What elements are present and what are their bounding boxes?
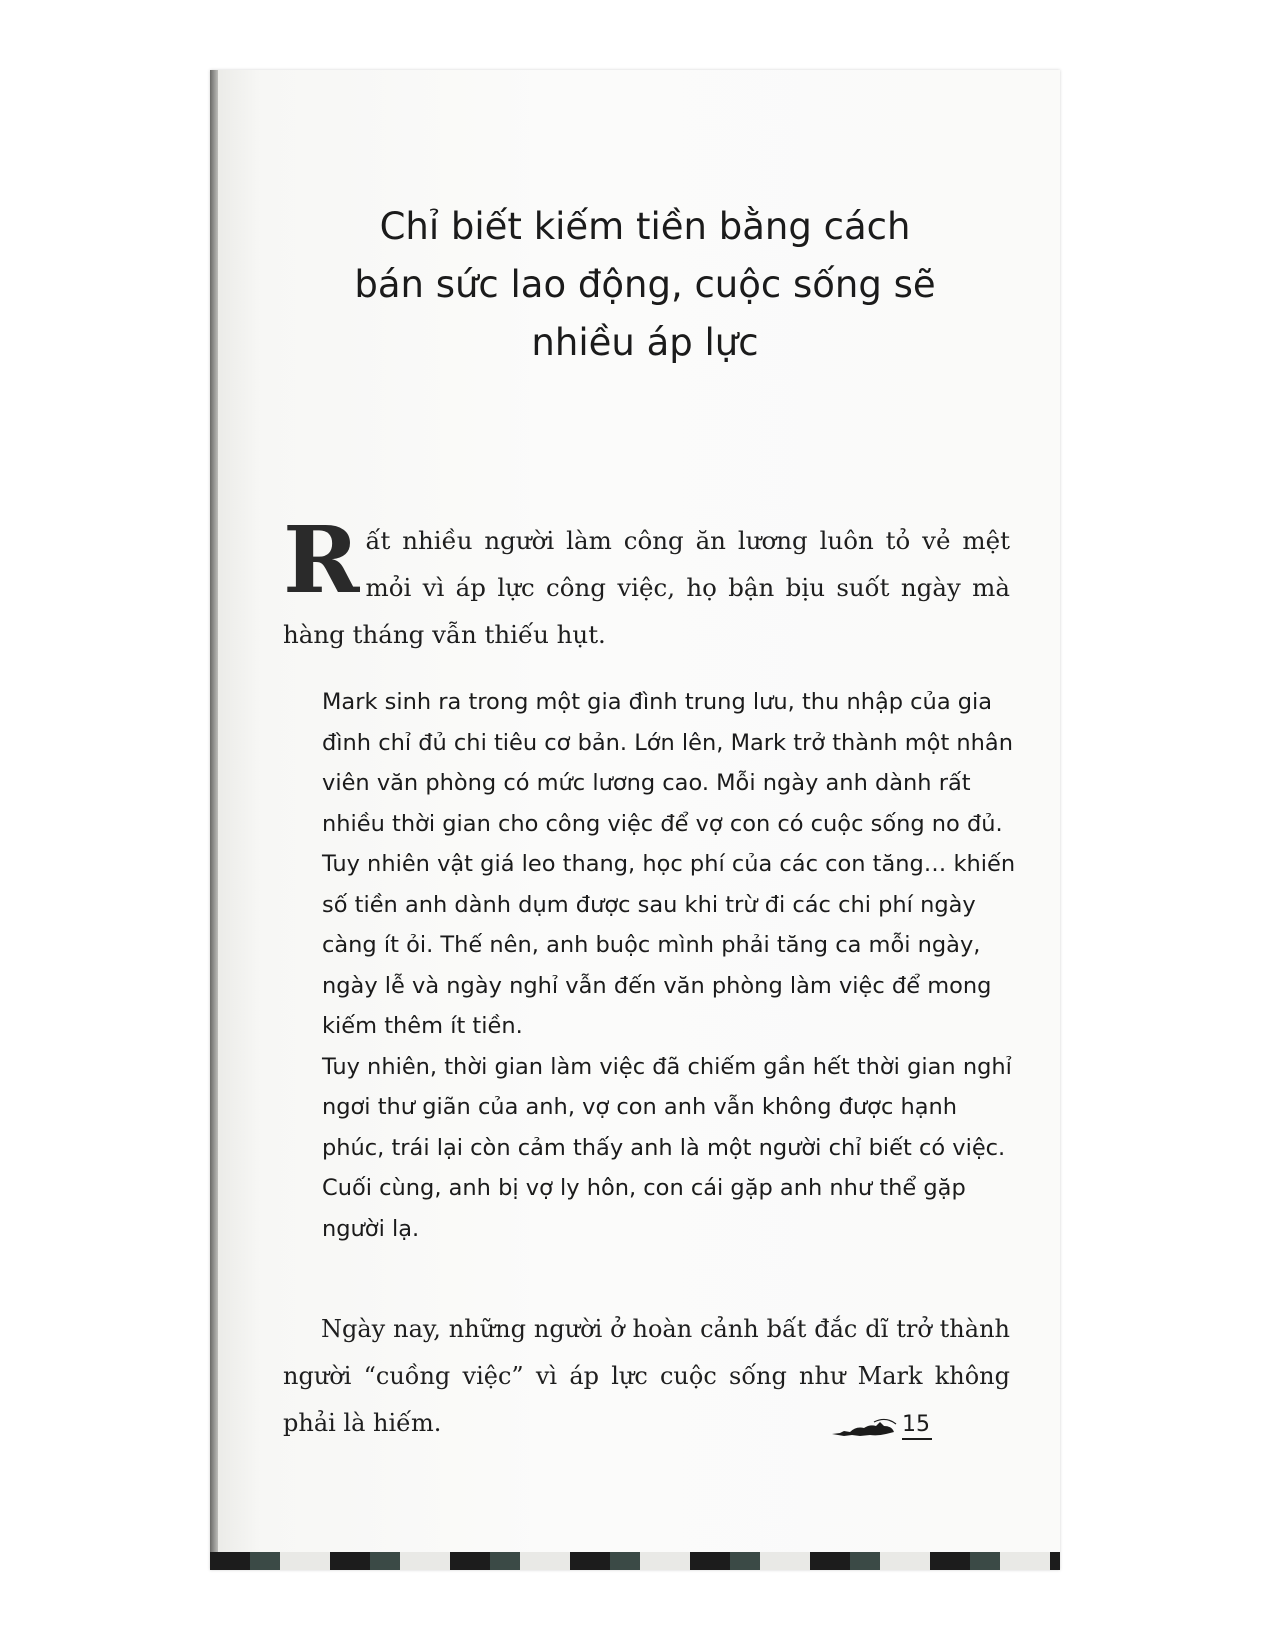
page-footer [830,1410,1030,1450]
title-line-2: bán sức lao động, cuộc sống sẽ [354,263,936,306]
story-box [322,682,1022,1249]
title-line-1: Chỉ biết kiếm tiền bằng cách [379,205,911,248]
chapter-title [270,198,1020,372]
page-binding-edge [210,70,218,1570]
closing-paragraph: Ngày nay, những người ở hoàn cảnh bất đắc dĩ trở thành người “cuồng việc” vì áp lực cuộc sống như Mark không phải là hiếm. [283,1315,1010,1437]
intro-text: ất nhiều người làm công ăn lương luôn tỏ vẻ mệt mỏi vì áp lực công việc, họ bận bịu suốt ngày mà hàng tháng vẫn thiếu hụt. [283,526,1010,649]
intro-paragraph [283,506,1010,658]
cat-ornament-icon [830,1416,900,1440]
bottom-shadow-strip [210,1552,1060,1570]
title-line-3: nhiều áp lực [531,321,759,364]
drop-cap: R [283,506,360,614]
page-number: 15 [902,1412,932,1440]
book-page [210,70,1060,1570]
story-paragraph-1: Mark sinh ra trong một gia đình trung lưu, thu nhập của gia đình chỉ đủ chi tiêu cơ bản. Lớn lên, Mark trở thành một nhân viên văn phòng có mức lương cao. Mỗi ngày anh dành rất nhiều thời gian cho công việc để vợ con có cuộc sống no đủ. Tuy nhiên vật giá leo thang, học phí của các con tăng… khiến số tiền anh dành dụm được sau khi trừ đi các chi phí ngày càng ít ỏi. Thế nên, anh buộc mình phải tăng ca mỗi ngày, ngày lễ và ngày nghỉ vẫn đến văn phòng làm việc để mong kiếm thêm ít tiền. [322,689,1016,1039]
story-paragraph-2: Tuy nhiên, thời gian làm việc đã chiếm gần hết thời gian nghỉ ngơi thư giãn của anh, vợ con anh vẫn không được hạnh phúc, trái lại còn cảm thấy anh là một người chỉ biết có việc. Cuối cùng, anh bị vợ ly hôn, con cái gặp anh như thể gặp người lạ. [322,1053,1012,1242]
